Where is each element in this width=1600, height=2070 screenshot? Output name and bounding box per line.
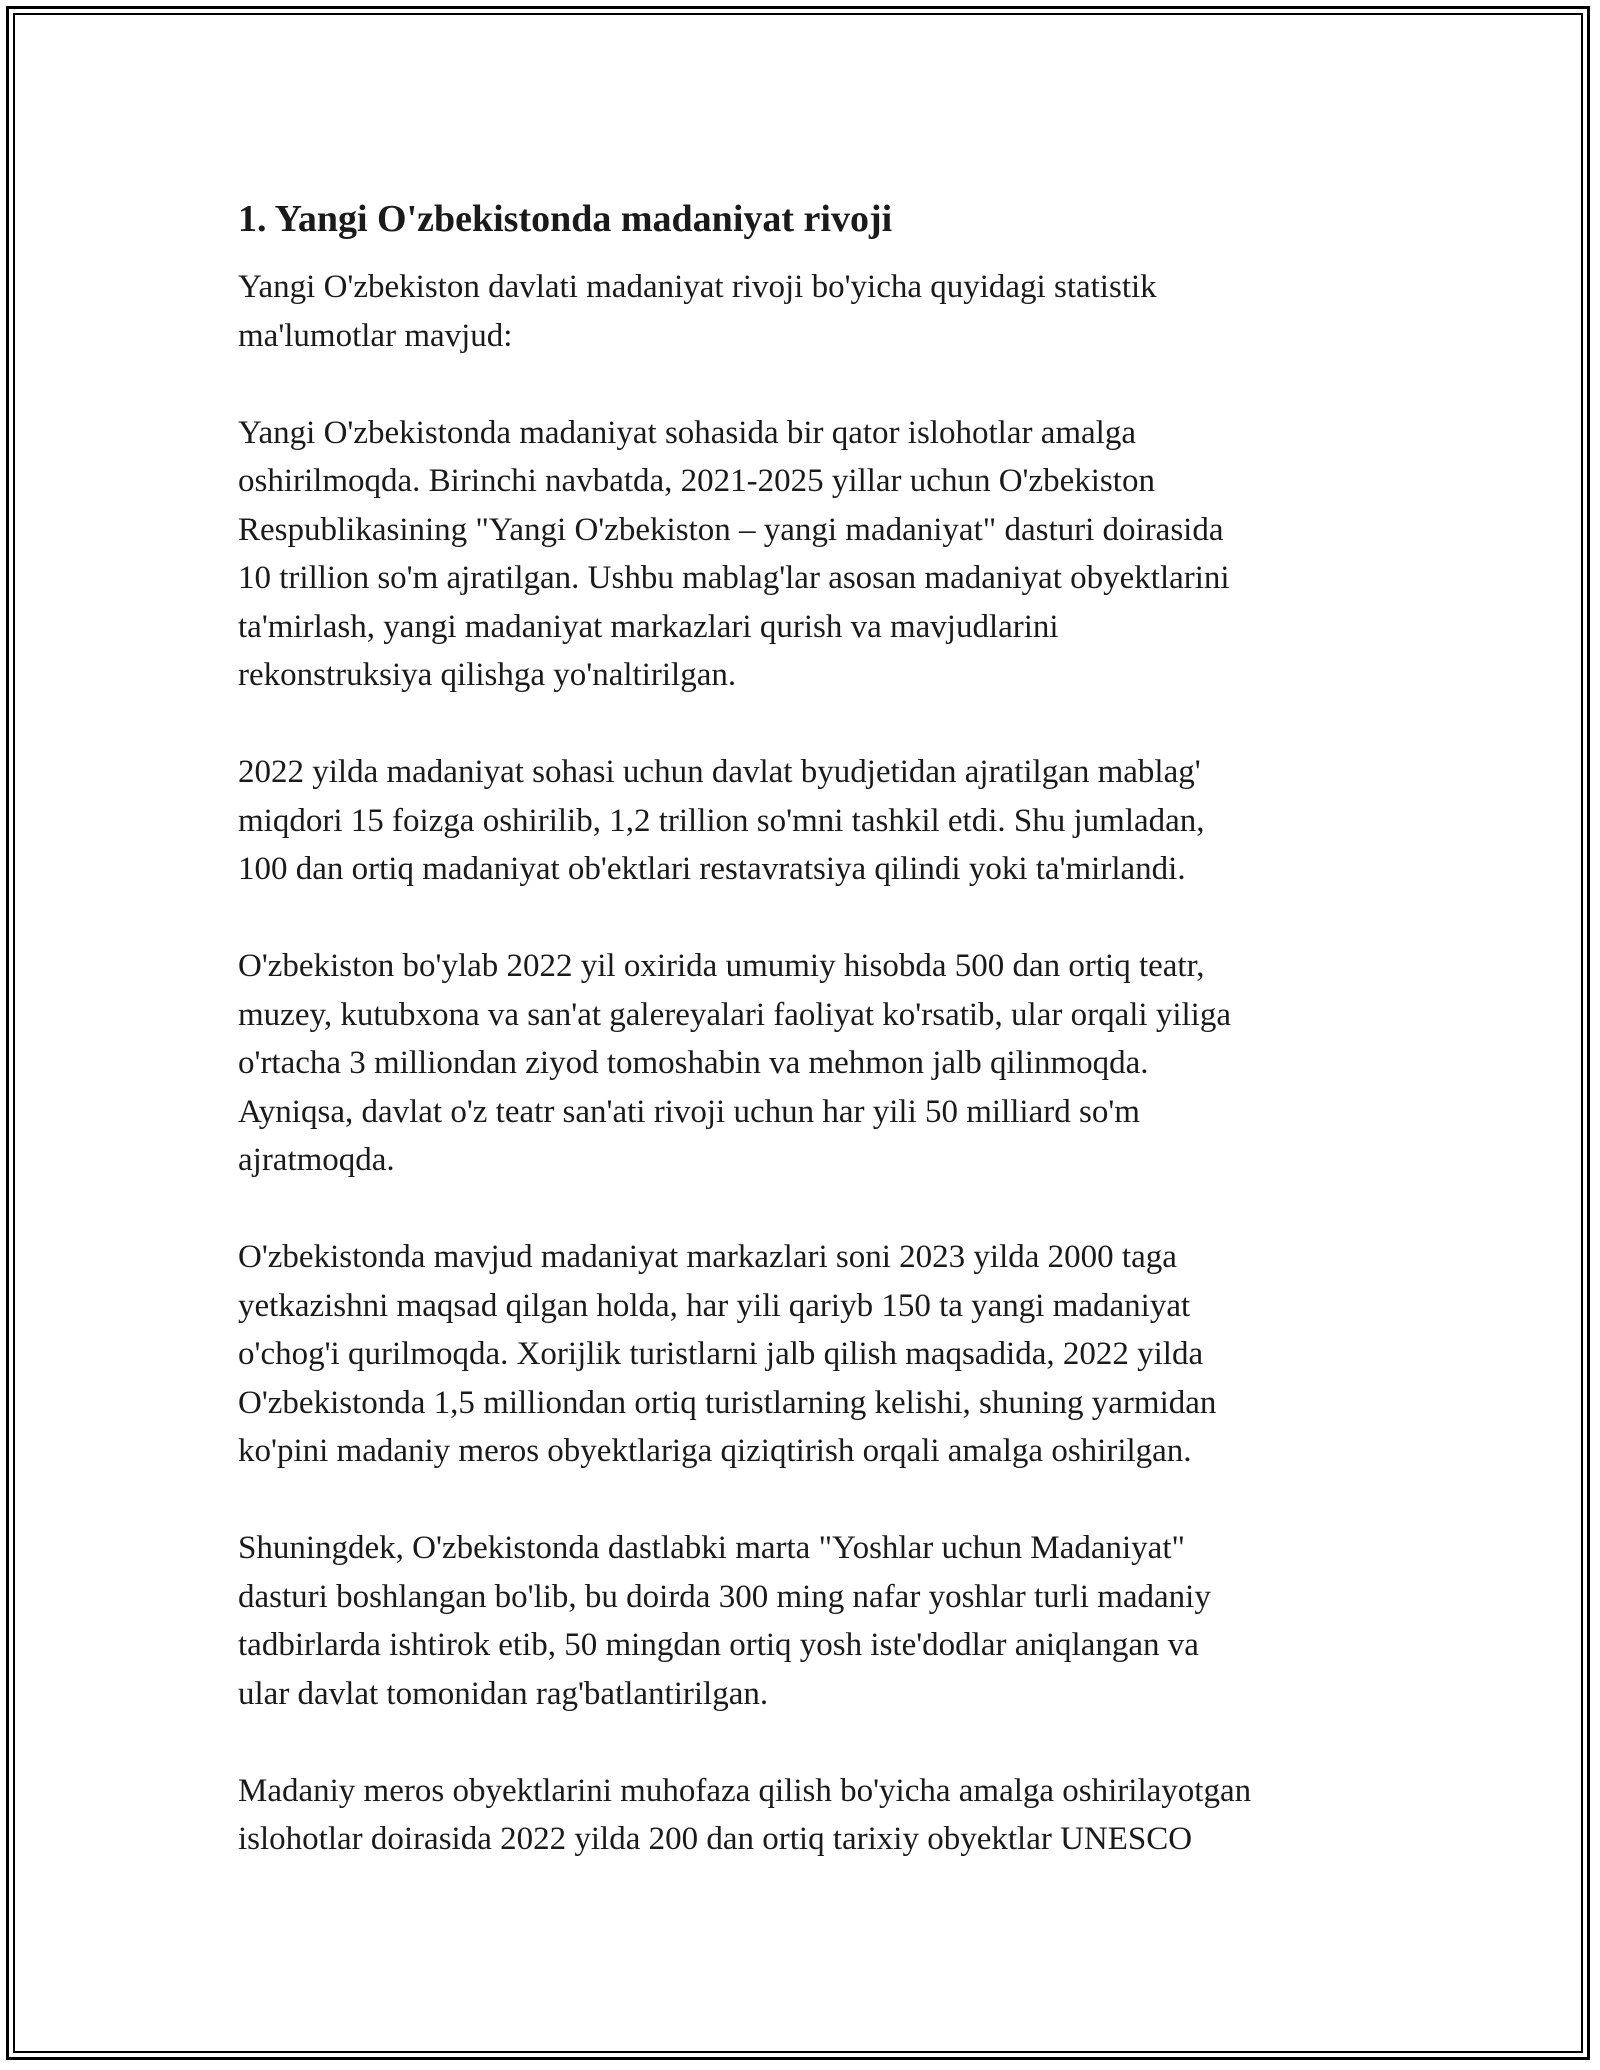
- text-line: o'chog'i qurilmoqda. Xorijlik turistlarni jalb qilish maqsadida, 2022 yilda: [238, 1336, 1204, 1372]
- text-line: Yangi O'zbekiston davlati madaniyat rivoji bo'yicha quyidagi statistik: [238, 269, 1157, 305]
- paragraph-budget-2022: [238, 748, 1398, 894]
- paragraph-intro: [238, 263, 1398, 360]
- text-line: Yangi O'zbekistonda madaniyat sohasida bir qator islohotlar amalga: [238, 414, 1136, 451]
- text-line: ta'mirlash, yangi madaniyat markazlari qurish va mavjudlarini: [238, 608, 1059, 645]
- document-body: [238, 195, 1398, 1912]
- text-line: islohotlar doirasida 2022 yilda 200 dan ortiq tarixiy obyektlar UNESCO: [238, 1821, 1193, 1857]
- text-line: O'zbekiston bo'ylab 2022 yil oxirida umumiy hisobda 500 dan ortiq teatr,: [238, 948, 1205, 984]
- paragraph-culture-centers: [238, 1233, 1398, 1476]
- text-line: rekonstruksiya qilishga yo'naltirilgan.: [238, 657, 737, 693]
- text-line: O'zbekistonda mavjud madaniyat markazlari soni 2023 yilda 2000 taga: [238, 1239, 1177, 1275]
- text-line: tadbirlarda ishtirok etib, 50 mingdan ortiq yosh iste'dodlar aniqlangan va: [238, 1627, 1199, 1663]
- paragraph-reforms: [238, 409, 1398, 700]
- paragraph-heritage: [238, 1767, 1398, 1864]
- text-line: Madaniy meros obyektlarini muhofaza qilish bo'yicha amalga oshirilayotgan: [238, 1772, 1252, 1809]
- text-line: miqdori 15 foizga oshirilib, 1,2 trillion so'mni tashkil etdi. Shu jumladan,: [238, 802, 1205, 839]
- text-line: ajratmoqda.: [238, 1142, 395, 1178]
- page-border: [6, 6, 1590, 2060]
- text-line: dasturi boshlangan bo'lib, bu doirda 300 ming nafar yoshlar turli madaniy: [238, 1578, 1211, 1615]
- section-heading: 1. Yangi O'zbekistonda madaniyat rivoji: [238, 198, 893, 240]
- text-line: O'zbekistonda 1,5 milliondan ortiq turistlarning kelishi, shuning yarmidan: [238, 1384, 1217, 1421]
- text-line: muzey, kutubxona va san'at galereyalari faoliyat ko'rsatib, ular orqali yiliga: [238, 996, 1231, 1033]
- text-line: 100 dan ortiq madaniyat ob'ektlari restavratsiya qilindi yoki ta'mirlandi.: [238, 851, 1186, 887]
- text-line: Respublikasining "Yangi O'zbekiston – yangi madaniyat" dasturi doirasida: [238, 511, 1224, 548]
- text-line: oshirilmoqda. Birinchi navbatda, 2021-2025 yillar uchun O'zbekiston: [238, 463, 1155, 499]
- text-line: ma'lumotlar mavjud:: [238, 317, 513, 354]
- text-line: ular davlat tomonidan rag'batlantirilgan.: [238, 1675, 769, 1712]
- text-line: 2022 yilda madaniyat sohasi uchun davlat byudjetidan ajratilgan mablag': [238, 754, 1201, 790]
- text-line: ko'pini madaniy meros obyektlariga qiziqtirish orqali amalga oshirilgan.: [238, 1433, 1192, 1469]
- text-line: Ayniqsa, davlat o'z teatr san'ati rivoji uchun har yili 50 milliard so'm: [238, 1093, 1140, 1130]
- text-line: yetkazishni maqsad qilgan holda, har yili qariyb 150 ta yangi madaniyat: [238, 1287, 1191, 1324]
- paragraph-institutions: [238, 942, 1398, 1185]
- text-line: Shuningdek, O'zbekistonda dastlabki marta "Yoshlar uchun Madaniyat": [238, 1530, 1185, 1566]
- text-line: o'rtacha 3 milliondan ziyod tomoshabin va mehmon jalb qilinmoqda.: [238, 1045, 1149, 1081]
- paragraph-youth-program: [238, 1524, 1398, 1718]
- text-line: 10 trillion so'm ajratilgan. Ushbu mablag'lar asosan madaniyat obyektlarini: [238, 560, 1230, 596]
